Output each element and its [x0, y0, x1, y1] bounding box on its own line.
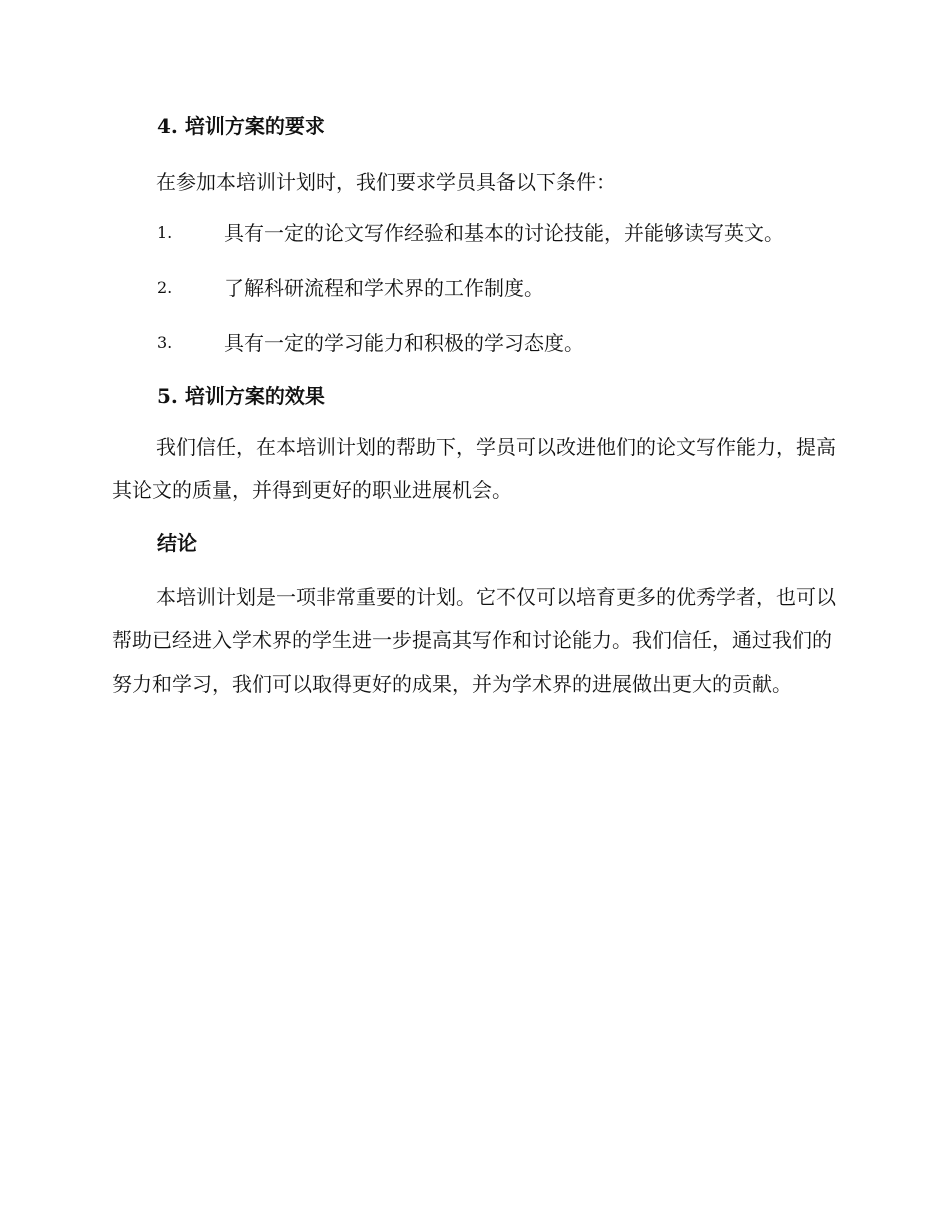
list-item-number: 2. [157, 277, 173, 297]
document-content [112, 108, 842, 706]
section-5-body: 我们信任，在本培训计划的帮助下，学员可以改进他们的论文写作能力，提高其论文的质量，并得到更好的职业进展机会。 [112, 434, 836, 502]
requirements-list [112, 215, 842, 380]
list-item-text: 了解科研流程和学术界的工作制度。 [224, 275, 544, 300]
list-item-text: 具有一定的论文写作经验和基本的讨论技能，并能够读写英文。 [224, 220, 784, 245]
list-item-number: 3. [157, 332, 173, 352]
list-item [112, 325, 842, 380]
list-item [112, 270, 842, 325]
list-item-text: 具有一定的学习能力和积极的学习态度。 [224, 330, 584, 355]
section-4-intro: 在参加本培训计划时，我们要求学员具备以下条件： [156, 170, 616, 194]
conclusion-heading: 结论 [157, 530, 197, 555]
conclusion-body: 本培训计划是一项非常重要的计划。它不仅可以培育更多的优秀学者，也可以帮助已经进入学术界的学生进一步提高其写作和讨论能力。我们信任，通过我们的努力和学习，我们可以取得更好的成果，并为学术界的进展做出更大的贡献。 [112, 584, 836, 696]
list-item-number: 1. [157, 222, 173, 242]
section-4-heading: 4. 培训方案的要求 [157, 114, 325, 138]
section-5-heading: 5. 培训方案的效果 [157, 383, 325, 408]
list-item [112, 215, 842, 270]
